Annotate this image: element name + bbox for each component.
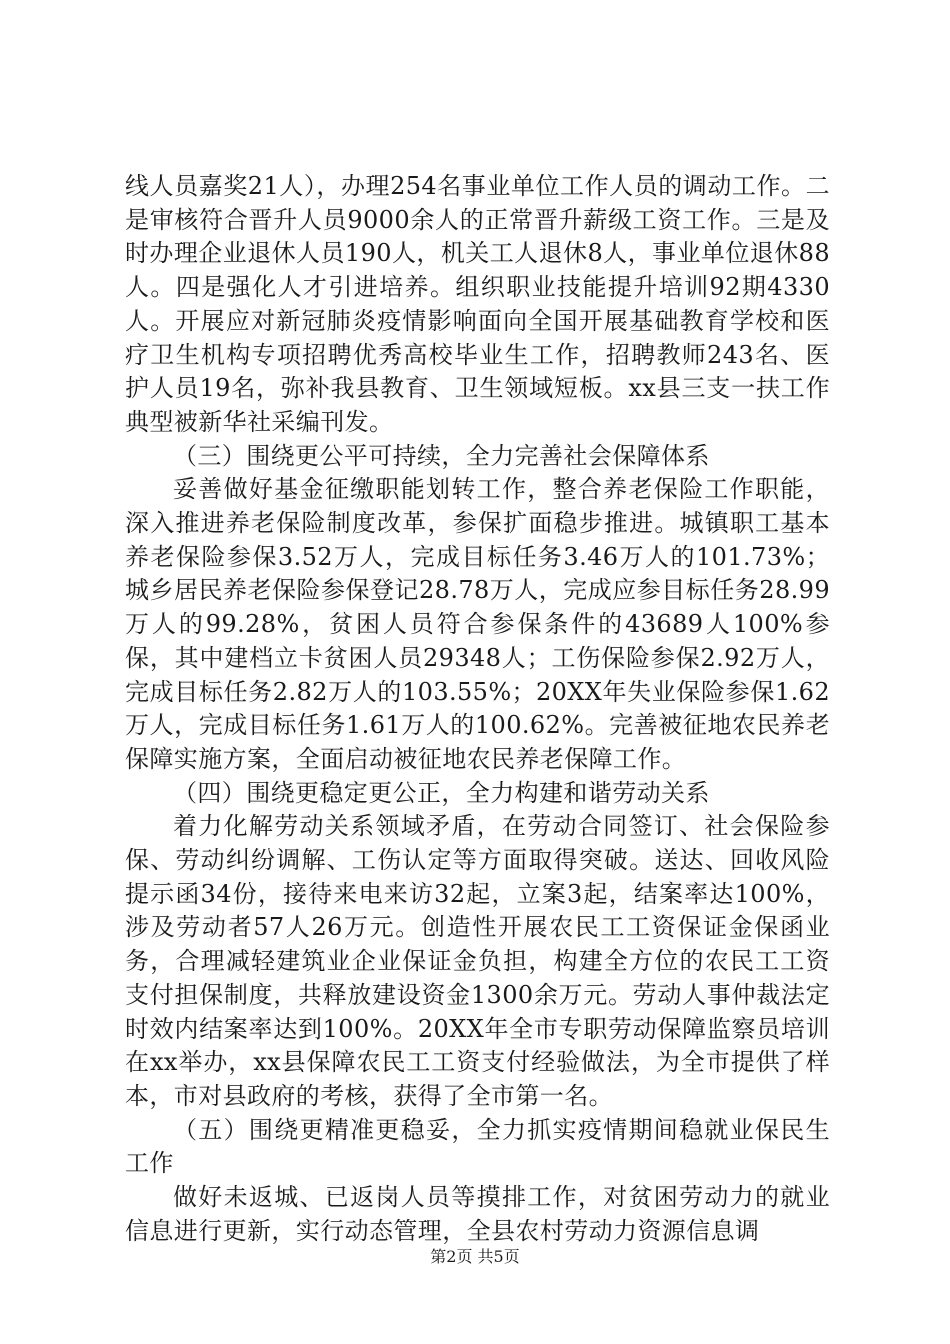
- paragraph-labor-relations: 着力化解劳动关系领域矛盾，在劳动合同签订、社会保险参保、劳动纠纷调解、工伤认定等方面取得突破。送达、回收风险提示函34份，接待来电来访32起，立案3起，结案率达100%，涉及劳动者57人26万元。创造性开展农民工工资保证金保函业务，合理减轻建筑业企业保证金负担，构建全方位的农民工工资支付担保制度，共释放建设资金1300余万元。劳动人事仲裁法定时效内结案率达到100%。20XX年全市专职劳动保障监察员培训在xx举办，xx县保障农民工工资支付经验做法，为全市提供了样本，市对县政府的考核，获得了全市第一名。: [125, 812, 830, 1110]
- paragraph-continuation: 线人员嘉奖21人），办理254名事业单位工作人员的调动工作。二是审核符合晋升人员9000余人的正常晋升薪级工资工作。三是及时办理企业退休人员190人，机关工人退休8人，事业单位退休88人。四是强化人才引进培养。组织职业技能提升培训92期4330人。开展应对新冠肺炎疫情影响面向全国开展基础教育学校和医疗卫生机构专项招聘优秀高校毕业生工作，招聘教师243名、医护人员19名，弥补我县教育、卫生领域短板。xx县三支一扶工作典型被新华社采编刊发。: [125, 172, 830, 436]
- section-heading-4: （四）围绕更稳定更公正，全力构建和谐劳动关系: [173, 778, 710, 807]
- document-body: [125, 170, 830, 1249]
- paragraph-social-security: 妥善做好基金征缴职能划转工作，整合养老保险工作职能，深入推进养老保险制度改革，参保扩面稳步推进。城镇职工基本养老保险参保3.52万人，完成目标任务3.46万人的101.73%；城乡居民养老保险参保登记28.78万人，完成应参目标任务28.99万人的99.28%，贫困人员符合参保条件的43689人100%参保，其中建档立卡贫困人员29348人；工伤保险参保2.92万人，完成目标任务2.82万人的103.55%；20XX年失业保险参保1.62万人，完成目标任务1.61万人的100.62%。完善被征地农民养老保障实施方案，全面启动被征地农民养老保障工作。: [125, 475, 830, 773]
- page-number-footer: 第2页 共5页: [430, 1247, 520, 1266]
- section-heading-3: （三）围绕更公平可持续，全力完善社会保障体系: [173, 441, 710, 470]
- section-heading-5: （五）围绕更精准更稳妥，全力抓实疫情期间稳就业保民生工作: [125, 1115, 830, 1178]
- paragraph-employment: 做好未返城、已返岗人员等摸排工作，对贫困劳动力的就业信息进行更新，实行动态管理，全县农村劳动力资源信息调: [125, 1183, 830, 1245]
